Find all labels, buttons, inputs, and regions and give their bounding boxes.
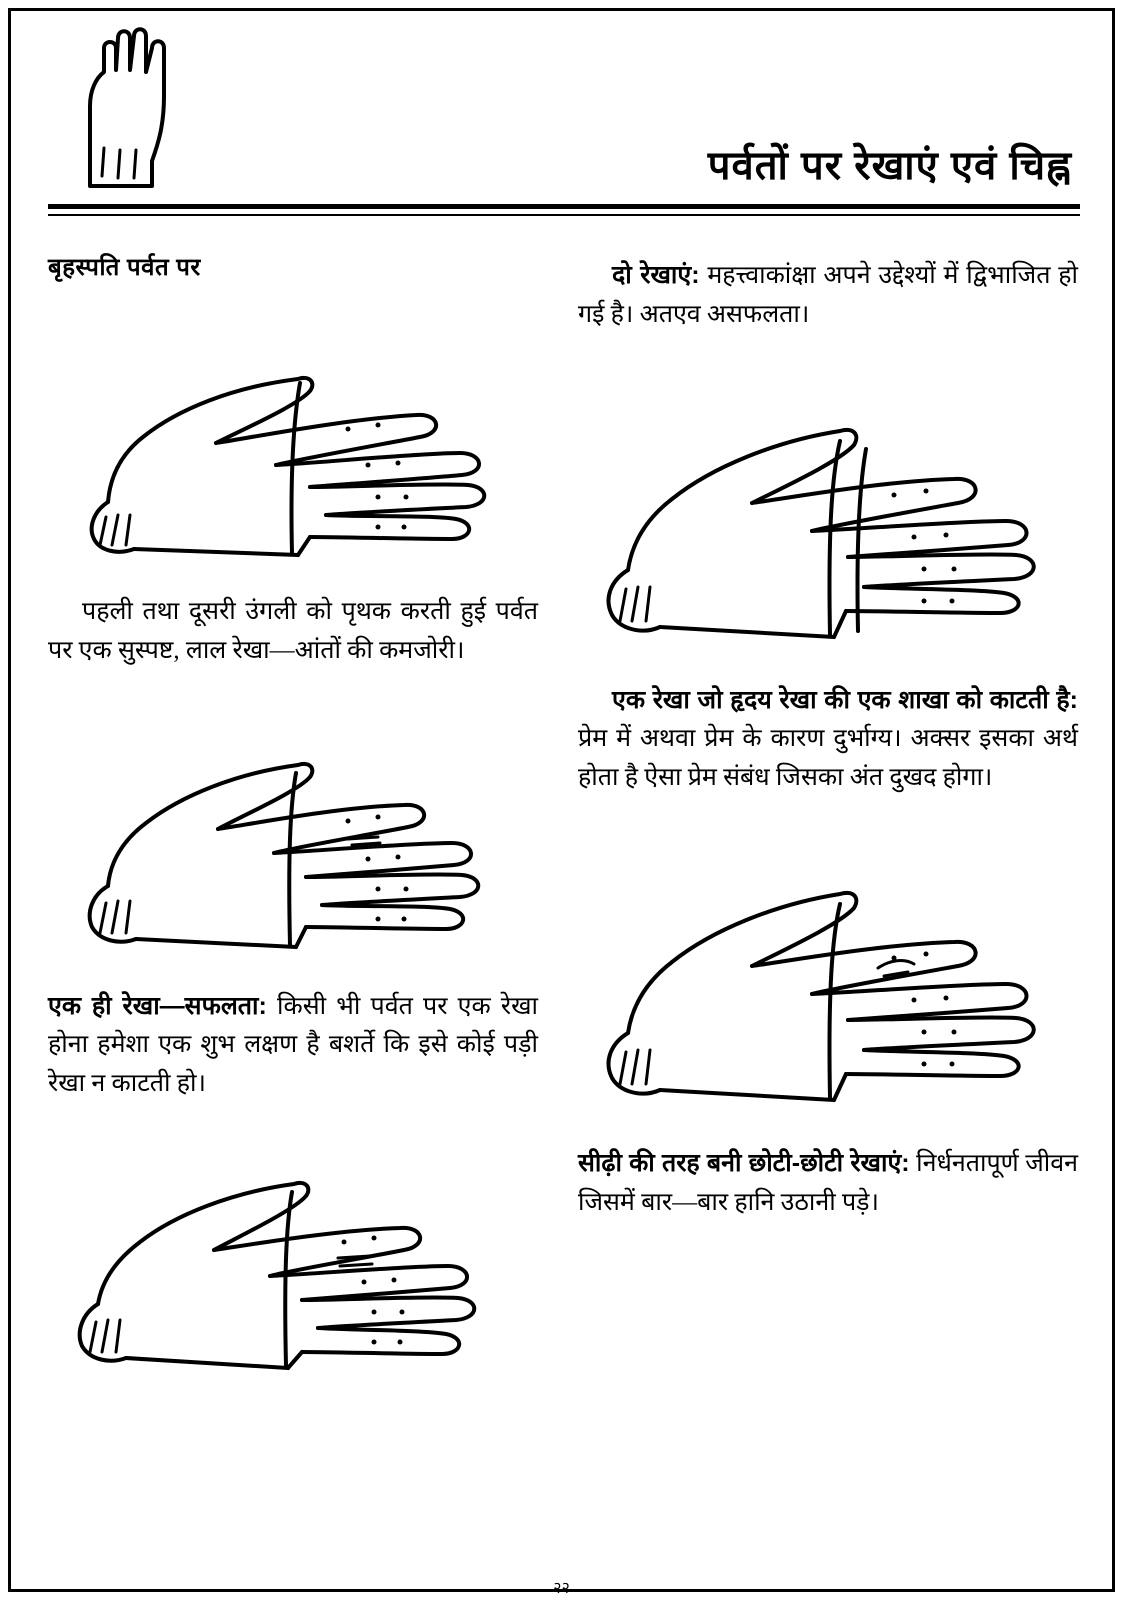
caption-figure-6-lead: सीढ़ी की तरह बनी छोटी-छोटी रेखाएं: [578, 1148, 910, 1177]
page-header [40, 18, 1080, 233]
caption-figure-4 [578, 256, 1078, 335]
caption-figure-4-lead: दो रेखाएं: [612, 261, 700, 289]
caption-figure-1-text: पहली तथा दूसरी उंगली को पृथक करती हुई पर्वत पर एक सुस्पष्ट, लाल रेखा—आंतों की कमजोरी। [48, 598, 538, 664]
hand-figure-5 [578, 808, 1078, 1138]
hand-figure-1 [48, 287, 538, 587]
caption-figure-6 [578, 1144, 1078, 1223]
caption-figure-5-lead: एक रेखा जो हृदय रेखा की एक शाखा को काटती है: [612, 685, 1078, 714]
right-column [578, 250, 1078, 1232]
caption-figure-2-text: किसी भी पर्वत पर एक रेखा होना हमेशा एक शुभ लक्षण है बशर्ते कि इसे कोई पड़ी रेखा न काटती हो। [48, 992, 538, 1097]
hand-figure-4 [578, 345, 1078, 675]
hand-figure-2 [48, 681, 538, 981]
section-heading-jupiter-mount: बृहस्पति पर्वत पर [48, 254, 201, 281]
caption-figure-4-text: महत्त्वाकांक्षा अपने उद्देश्यों में द्विभाजित हो गई है। अतएव असफलता। [578, 262, 1078, 328]
page-number: २२ [553, 1580, 570, 1597]
page-title: पर्वतों पर रेखाएं एवं चिह्न [707, 144, 1072, 188]
open-palm-icon [60, 26, 190, 186]
caption-figure-1 [48, 593, 538, 671]
caption-figure-6-text: निर्धनतापूर्ण जीवन जिसमें बार—बार हानि उठानी पड़े। [578, 1149, 1079, 1216]
left-column [48, 250, 538, 1430]
header-rule-thick [48, 204, 1080, 209]
hand-figure-3 [48, 1114, 538, 1424]
caption-figure-2-lead: एक ही रेखा—सफलता: [48, 991, 267, 1020]
caption-figure-5-text: प्रेम में अथवा प्रेम के कारण दुर्भाग्य। अक्सर इसका अर्थ होता है ऐसा प्रेम संबंध जिसका अंत दुखद होगा। [578, 725, 1078, 791]
header-rule-thin [48, 214, 1080, 216]
caption-figure-5 [578, 681, 1078, 798]
caption-figure-2 [48, 987, 538, 1104]
